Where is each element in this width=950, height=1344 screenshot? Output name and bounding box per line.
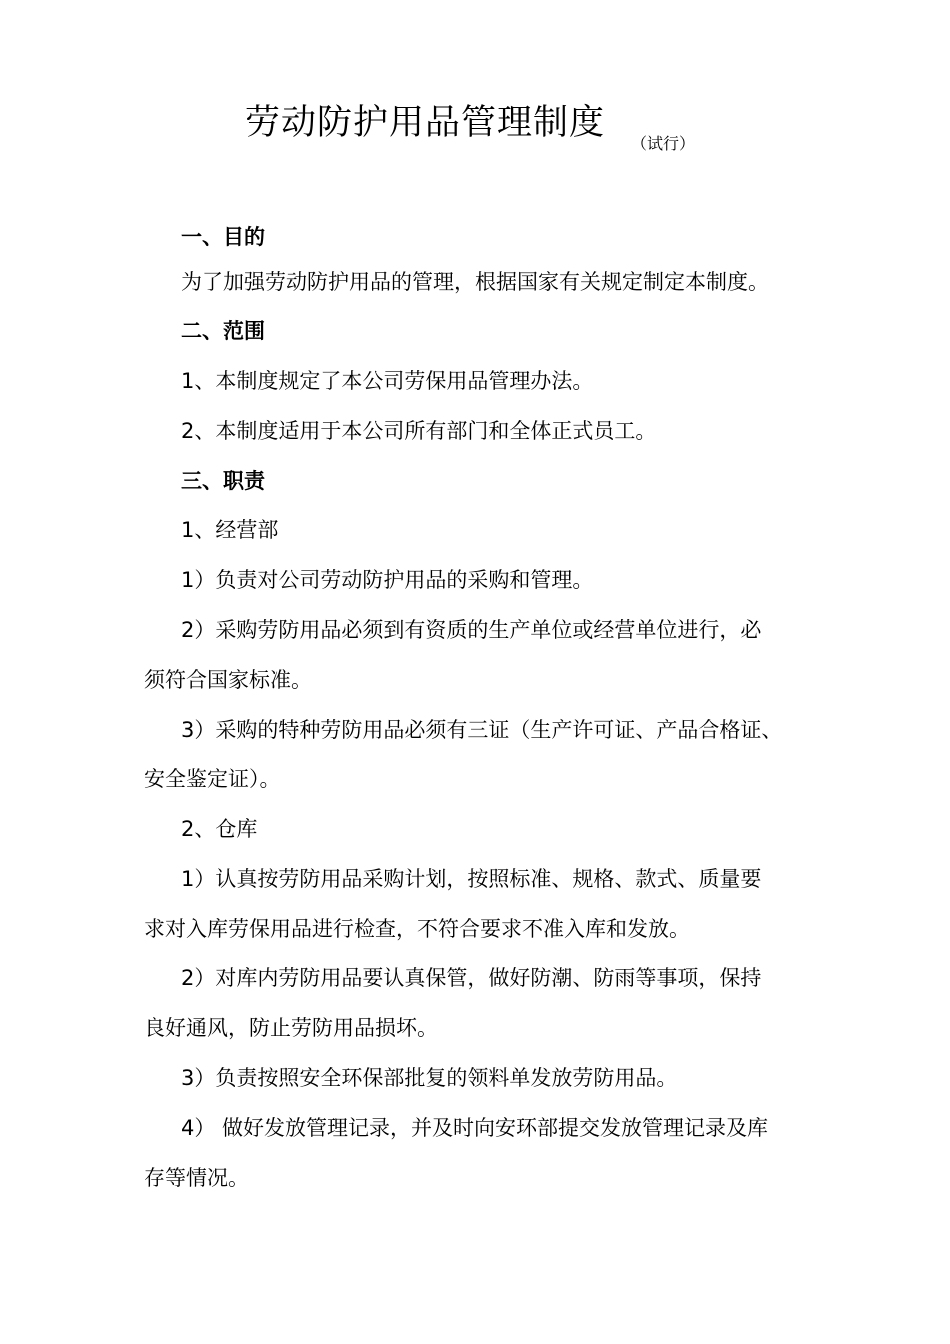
paragraph-line: 2）采购劳防用品必须到有资质的生产单位或经营单位进行，必 xyxy=(181,618,762,642)
paragraph-line: 安全鉴定证）。 xyxy=(144,767,281,791)
subsection-heading: 1、经营部 xyxy=(181,518,279,542)
section-heading-duties: 三、职责 xyxy=(181,469,265,493)
paragraph-line: 1、本制度规定了本公司劳保用品管理办法。 xyxy=(181,369,594,393)
paragraph-line: 存等情况。 xyxy=(144,1166,249,1190)
paragraph-line: 为了加强劳动防护用品的管理，根据国家有关规定制定本制度。 xyxy=(181,270,769,294)
section-heading-scope: 二、范围 xyxy=(181,319,265,343)
subsection-heading: 2、仓库 xyxy=(181,817,258,841)
paragraph-line: 1）负责对公司劳动防护用品的采购和管理。 xyxy=(181,568,594,592)
paragraph-line: 2、本制度适用于本公司所有部门和全体正式员工。 xyxy=(181,419,657,443)
paragraph-line: 4） 做好发放管理记录，并及时向安环部提交发放管理记录及库 xyxy=(181,1116,769,1140)
paragraph-line: 须符合国家标准。 xyxy=(144,668,312,692)
paragraph-line: 1）认真按劳防用品采购计划，按照标准、规格、款式、质量要 xyxy=(181,867,762,891)
paragraph-line: 2）对库内劳防用品要认真保管，做好防潮、防雨等事项，保持 xyxy=(181,966,762,990)
paragraph-line: 3）采购的特种劳防用品必须有三证（生产许可证、产品合格证、 xyxy=(181,718,783,742)
paragraph-line: 3）负责按照安全环保部批复的领料单发放劳防用品。 xyxy=(181,1066,678,1090)
paragraph-line: 求对入库劳保用品进行检查，不符合要求不准入库和发放。 xyxy=(144,917,690,941)
section-heading-purpose: 一、目的 xyxy=(181,225,265,249)
document-subtitle: （试行） xyxy=(631,134,696,153)
paragraph-line: 良好通风，防止劳防用品损坏。 xyxy=(144,1016,438,1040)
document-title: 劳动防护用品管理制度 xyxy=(245,103,606,143)
